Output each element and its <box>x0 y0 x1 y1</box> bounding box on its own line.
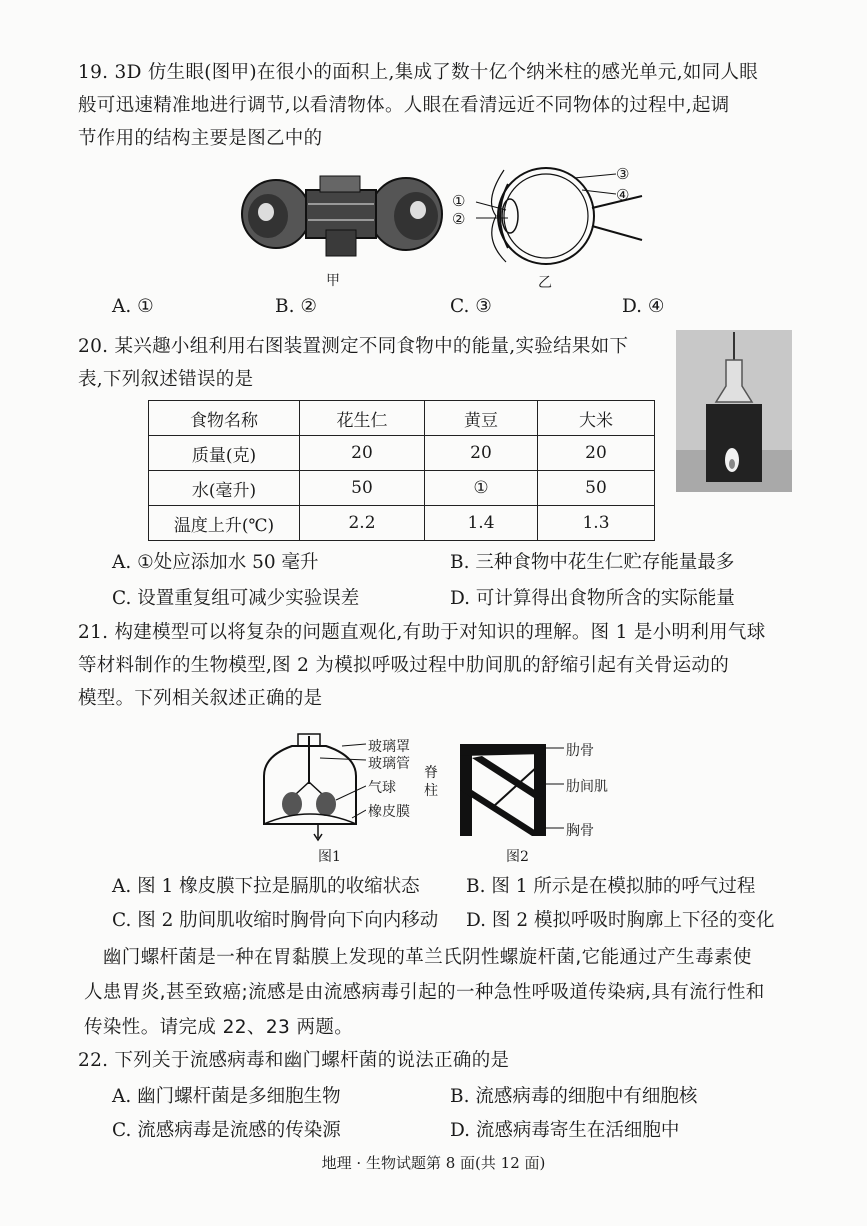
question-21-stem <box>78 616 798 715</box>
option-d[interactable]: D. 图 2 模拟呼吸时胸廓上下径的变化 <box>466 910 775 931</box>
question-22-stem <box>78 1044 798 1077</box>
option-b[interactable]: B. 三种食物中花生仁贮存能量最多 <box>450 552 735 573</box>
fig1-label-glass-tube: 玻璃管 <box>368 756 410 772</box>
table-cell: 50 <box>300 471 425 506</box>
table-cell: 20 <box>300 436 425 471</box>
table-row <box>149 506 655 541</box>
table-row <box>149 436 655 471</box>
text-line: 等材料制作的生物模型,图 2 为模拟呼吸过程中肋间肌的舒缩引起有关骨运动的 <box>78 655 730 676</box>
option-b[interactable]: B. 图 1 所示是在模拟肺的呼气过程 <box>466 876 756 897</box>
eye-label-1: ① <box>452 192 466 210</box>
fig2-label-sternum: 胸骨 <box>566 823 594 839</box>
table-row <box>149 471 655 506</box>
option-c[interactable]: C. 流感病毒是流感的传染源 <box>112 1120 341 1141</box>
fig1-label-glass-bell: 玻璃罩 <box>368 739 410 755</box>
fig1-label-rubber-membrane: 橡皮膜 <box>368 804 410 820</box>
option-d[interactable]: D. 流感病毒寄生在活细胞中 <box>450 1120 680 1141</box>
text-line: 表,下列叙述错误的是 <box>78 369 254 390</box>
text-line: 22. 下列关于流感病毒和幽门螺杆菌的说法正确的是 <box>78 1050 510 1071</box>
text-line: 人患胃炎,甚至致癌;流感是由流感病毒引起的一种急性呼吸道传染病,具有流行性和 <box>84 982 765 1003</box>
table-header-cell: 花生仁 <box>300 401 425 436</box>
eye-label-3: ③ <box>616 165 630 183</box>
question-19-stem <box>78 56 798 155</box>
option-c[interactable]: C. 设置重复组可减少实验误差 <box>112 588 360 609</box>
bionic-eye-figure <box>238 168 448 260</box>
option-a[interactable]: A. 图 1 橡皮膜下拉是膈肌的收缩状态 <box>112 876 420 897</box>
figure-caption: 乙 <box>538 275 552 291</box>
option-b[interactable]: B. 流感病毒的细胞中有细胞核 <box>450 1086 698 1107</box>
text-line: 19. 3D 仿生眼(图甲)在很小的面积上,集成了数十亿个纳米柱的感光单元,如同人眼 <box>78 62 759 83</box>
eye-label-2: ② <box>452 210 466 228</box>
option-d[interactable]: D. 可计算得出食物所含的实际能量 <box>450 588 735 609</box>
figure-caption: 图1 <box>318 849 341 865</box>
option-a[interactable]: A. ① <box>112 296 154 317</box>
table-header-cell: 黄豆 <box>425 401 538 436</box>
fig2-label-intercostal: 肋间肌 <box>566 779 608 795</box>
table-cell: 2.2 <box>300 506 425 541</box>
table-cell: 1.3 <box>538 506 655 541</box>
table-header-row <box>149 401 655 436</box>
text-line: 模型。下列相关叙述正确的是 <box>78 688 323 709</box>
text-line: 幽门螺杆菌是一种在胃黏膜上发现的革兰氏阴性螺旋杆菌,它能通过产生毒素使 <box>84 947 752 968</box>
table-header-cell: 食物名称 <box>149 401 300 436</box>
figure-caption: 甲 <box>326 273 340 289</box>
option-c[interactable]: C. 图 2 肋间肌收缩时胸骨向下向内移动 <box>112 910 439 931</box>
table-cell: 质量(克) <box>149 436 300 471</box>
food-energy-table <box>148 400 655 541</box>
table-cell: 水(毫升) <box>149 471 300 506</box>
table-cell: ① <box>425 471 538 506</box>
figure-caption: 图2 <box>506 849 529 865</box>
table-cell: 1.4 <box>425 506 538 541</box>
table-cell: 温度上升(℃) <box>149 506 300 541</box>
reading-passage <box>84 940 804 1045</box>
fig1-label-balloon: 气球 <box>368 780 396 796</box>
text-line: 20. 某兴趣小组利用右图装置测定不同食物中的能量,实验结果如下 <box>78 336 629 357</box>
text-line: 般可迅速精准地进行调节,以看清物体。人眼在看清远近不同物体的过程中,起调 <box>78 95 730 116</box>
page-footer: 地理 · 生物试题第 8 面(共 12 面) <box>321 1154 546 1172</box>
rib-cage-model-diagram <box>454 740 564 842</box>
bell-jar-model-diagram <box>256 732 366 842</box>
eye-label-4: ④ <box>616 186 630 204</box>
text-line: 传染性。请完成 22、23 两题。 <box>84 1017 354 1038</box>
table-cell: 20 <box>538 436 655 471</box>
option-c[interactable]: C. ③ <box>450 296 492 317</box>
table-cell: 50 <box>538 471 655 506</box>
calorimeter-photo <box>676 330 792 492</box>
fig2-label-spine: 脊柱 <box>424 765 438 799</box>
text-line: 21. 构建模型可以将复杂的问题直观化,有助于对知识的理解。图 1 是小明利用气球 <box>78 622 766 643</box>
option-a[interactable]: A. ①处应添加水 50 毫升 <box>112 552 319 573</box>
option-b[interactable]: B. ② <box>275 296 317 317</box>
table-header-cell: 大米 <box>538 401 655 436</box>
option-d[interactable]: D. ④ <box>622 296 665 317</box>
fig2-label-rib: 肋骨 <box>566 743 594 759</box>
text-line: 节作用的结构主要是图乙中的 <box>78 128 323 149</box>
table-cell: 20 <box>425 436 538 471</box>
option-a[interactable]: A. 幽门螺杆菌是多细胞生物 <box>112 1086 341 1107</box>
